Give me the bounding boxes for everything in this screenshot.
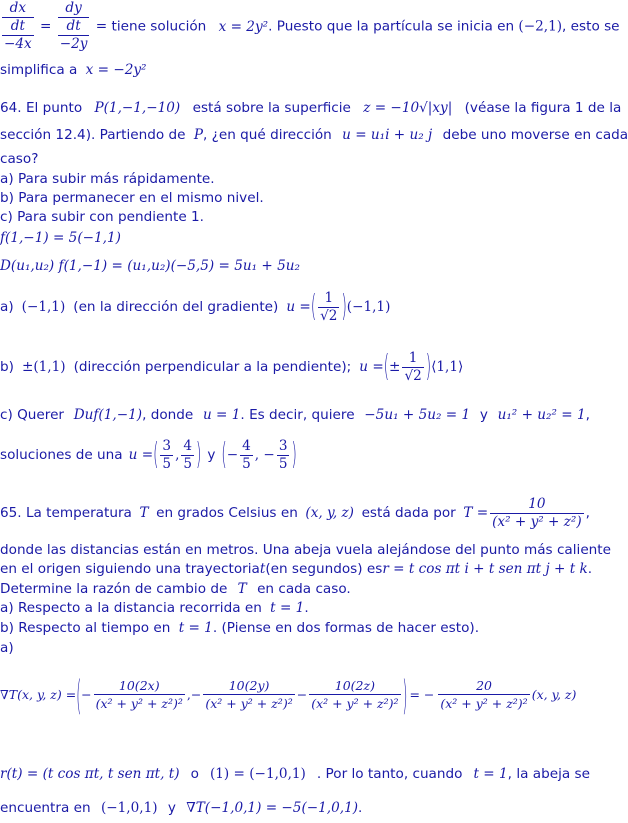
p65-line4: [0, 581, 351, 597]
punctuation: .: [304, 600, 309, 616]
frac-num: 10(2x): [94, 677, 185, 695]
paren: (: [221, 437, 227, 473]
frac-num: 3: [278, 437, 288, 454]
text: en el origen siguiendo una trayectoria: [0, 561, 260, 577]
point: (x, y, z): [305, 505, 354, 521]
equation: u =: [128, 447, 154, 463]
frac-den: (x² + y² + z²)²: [440, 695, 528, 711]
fraction: [309, 677, 400, 712]
text: (dirección perpendicular a la pendiente);: [73, 359, 352, 375]
frac-den: (x² + y² + z²)²: [95, 695, 183, 711]
p63-line1: dx dt −4x = dy dt −2y = tiene solución x = 2y². Puesto que la partícula se inicia en (−2,1), esto se: [4, 0, 620, 52]
paren: ): [341, 289, 347, 325]
p64-qc: c) Para subir con pendiente 1.: [0, 209, 204, 225]
frac-den: (x² + y² + z²)²: [311, 695, 399, 711]
directional-derivative: Duf(1,−1): [73, 407, 143, 423]
paren: (: [383, 349, 390, 385]
equation: −5u₁ + 5u₂ = 1: [364, 407, 471, 423]
point: (−1,0,1): [100, 800, 158, 816]
text: , ¿en qué dirección: [202, 127, 332, 143]
frac-num: dy: [58, 0, 90, 18]
label: a): [0, 299, 14, 315]
text: , donde: [142, 407, 194, 423]
text: . Puesto que la partícula se inicia en: [268, 18, 515, 35]
frac-den: dt: [2, 18, 34, 36]
frac-den: √2: [404, 367, 422, 384]
equation: t = 1: [270, 600, 305, 616]
p65-last: [0, 800, 362, 816]
p64-answer-c-line1: [0, 407, 590, 423]
frac-num: 1: [318, 290, 339, 308]
equation: u₁² + u₂² = 1: [497, 407, 586, 423]
frac-num: 10(2z): [309, 677, 400, 695]
frac-dx-dt: [2, 0, 34, 53]
text: y: [479, 407, 488, 423]
plus-minus: ±: [389, 359, 401, 375]
frac-den: √2: [320, 307, 338, 324]
fraction: [203, 677, 294, 712]
frac-den: 5: [242, 455, 251, 472]
frac-num: dx: [2, 0, 34, 18]
equation: t = 1: [178, 620, 213, 636]
paren: ): [402, 670, 408, 718]
frac-num: 10: [490, 496, 584, 514]
p64-line1: [0, 100, 621, 116]
equation: u =: [286, 299, 311, 315]
p65-path: [0, 766, 590, 782]
frac-num: 1: [402, 350, 423, 368]
p65-answer-a-label: a): [0, 640, 14, 656]
var: P: [193, 127, 203, 143]
text: encuentra en: [0, 800, 91, 816]
text: tiene solución: [111, 18, 207, 35]
text: está dada por: [361, 505, 456, 521]
frac-den2: −4x: [4, 36, 32, 52]
text: (véase la figura 1 de la: [464, 100, 622, 116]
fraction: [438, 677, 529, 712]
frac-den: dt: [58, 18, 90, 36]
p64-answer-a: [0, 285, 390, 329]
text: a) Respecto a la distancia recorrida en: [0, 600, 262, 616]
p65-qa: [0, 600, 309, 616]
fraction: [94, 677, 185, 712]
paren: (: [153, 437, 159, 473]
p65-qb: [0, 620, 479, 636]
frac-dy-dt: [58, 0, 90, 53]
fraction: [318, 290, 339, 325]
text: y: [167, 800, 176, 816]
frac-den2: −2y: [59, 36, 88, 52]
frac-num: 3: [162, 437, 172, 454]
p64-line2: [0, 127, 628, 143]
text: en cada caso.: [257, 581, 351, 597]
p64-answer-b: [0, 345, 463, 389]
fraction: [277, 438, 290, 473]
text: , esto se: [562, 18, 620, 35]
text: 65. La temperatura: [0, 505, 132, 521]
equation: t = 1: [473, 766, 508, 782]
frac-den: 5: [183, 455, 193, 472]
text: (en la dirección del gradiente): [73, 299, 279, 315]
equation: r = t cos πt i + t sen πt j + t k: [382, 561, 588, 577]
p65-line2: donde las distancias están en metros. Una abeja vuela alejándose del punto más caliente: [0, 542, 611, 558]
point: (−2,1): [518, 18, 563, 35]
text: soluciones de una: [0, 447, 123, 463]
equation: u = 1: [202, 407, 241, 423]
fraction: [402, 350, 423, 385]
equation: x = −2y²: [85, 62, 147, 78]
text: . Es decir, quiere: [240, 407, 355, 423]
var: T: [237, 581, 247, 597]
frac-den: 5: [278, 455, 288, 472]
equation: T =: [463, 505, 489, 521]
text: Determine la razón de cambio de: [0, 581, 228, 597]
text: , la abeja se: [507, 766, 590, 782]
punctuation: .: [358, 800, 363, 816]
fraction: [160, 438, 173, 473]
surface-equation: z = −10√|xy|: [363, 100, 453, 116]
fraction: [240, 438, 253, 473]
fraction: [490, 496, 584, 531]
text: debe uno moverse en cada: [442, 127, 628, 143]
equation: u =: [359, 359, 384, 375]
p64-grad: f(1,−1) = 5(−1,1): [0, 230, 121, 246]
equation: ∇T(−1,0,1) = −5(−1,0,1): [186, 800, 359, 816]
frac-num: 4: [183, 437, 193, 454]
frac-den: 5: [162, 455, 172, 472]
equation: r(t) = (t cos πt, t sen πt, t): [0, 766, 180, 782]
point: (x, y, z): [531, 686, 577, 702]
text: (en segundos) es: [265, 561, 383, 577]
paren: ): [425, 349, 432, 385]
paren: ): [196, 437, 202, 473]
text: b) Respecto al tiempo en: [0, 620, 171, 636]
label: c) Querer: [0, 407, 65, 423]
equation: (1) = (−1,0,1): [209, 766, 306, 782]
frac-num: 4: [242, 437, 251, 454]
var: t: [259, 561, 266, 577]
var: T: [139, 505, 149, 521]
p65-line3: [0, 561, 593, 577]
punctuation: .: [587, 561, 593, 577]
vector: (−1,1): [21, 299, 66, 315]
text: . Por lo tanto, cuando: [316, 766, 463, 782]
text: 64. El punto: [0, 100, 83, 116]
text: ,: [585, 407, 590, 423]
p65-gradient: ∇T(x, y, z) = ( − $\frac{10(2x)}{\text{(x² + y² + z²)²}}$ ,− $\frac{10(2y)}{\text{(x² + y² + z²)²}}$ − $\frac{10(2z)}{\text{(x² + y² + z²)²}}$ ) = − $\frac{20}{\text{(x² + y² + z²)²}}$ (x, y, z): [0, 670, 577, 718]
paren: (: [76, 670, 82, 718]
frac-num: 10(2y): [203, 677, 294, 695]
frac-den: (x² + y² + z²)²: [205, 695, 293, 711]
p63-line2: [0, 62, 147, 78]
equation: ∇T(x, y, z) =: [0, 686, 77, 702]
frac-num: 20: [438, 677, 529, 695]
text: sección 12.4). Partiendo de: [0, 127, 186, 143]
p65-line1: [0, 491, 590, 535]
paren: ): [291, 437, 297, 473]
vector: ±(1,1): [21, 359, 66, 375]
p64-qa: a) Para subir más rápidamente.: [0, 171, 215, 187]
text: simplifica a: [0, 62, 78, 78]
paren: (: [310, 289, 317, 325]
text: o: [190, 766, 199, 782]
punctuation: ,: [585, 505, 590, 521]
text: está sobre la superficie: [192, 100, 351, 116]
vector: (−1,1): [346, 299, 391, 315]
text: . (Piense en dos formas de hacer esto).: [212, 620, 480, 636]
equation: = −: [409, 686, 435, 702]
p64-line3: caso?: [0, 151, 39, 167]
equation: u = u₁i + u₂ j: [342, 127, 433, 143]
text: y: [207, 447, 216, 463]
p64-answer-c-line2: soluciones de una u = ( $\frac{3}{5}$ , $\frac{4}{5}$ ) y ( − $\frac{4}{5}$ , − $\frac{3}{5}$ ): [0, 437, 297, 473]
vector: ⟨1,1⟩: [431, 359, 464, 375]
p64-directional: D(u₁,u₂) f(1,−1) = (u₁,u₂)(−5,5) = 5u₁ + 5u₂: [0, 258, 300, 274]
fraction: [181, 438, 194, 473]
frac-den: (x² + y² + z²): [492, 513, 582, 530]
p64-qb: b) Para permanecer en el mismo nivel.: [0, 190, 264, 206]
point: P(1,−1,−10): [94, 100, 181, 116]
label: b): [0, 359, 14, 375]
text: en grados Celsius en: [156, 505, 298, 521]
equation: x = 2y²: [218, 18, 269, 35]
